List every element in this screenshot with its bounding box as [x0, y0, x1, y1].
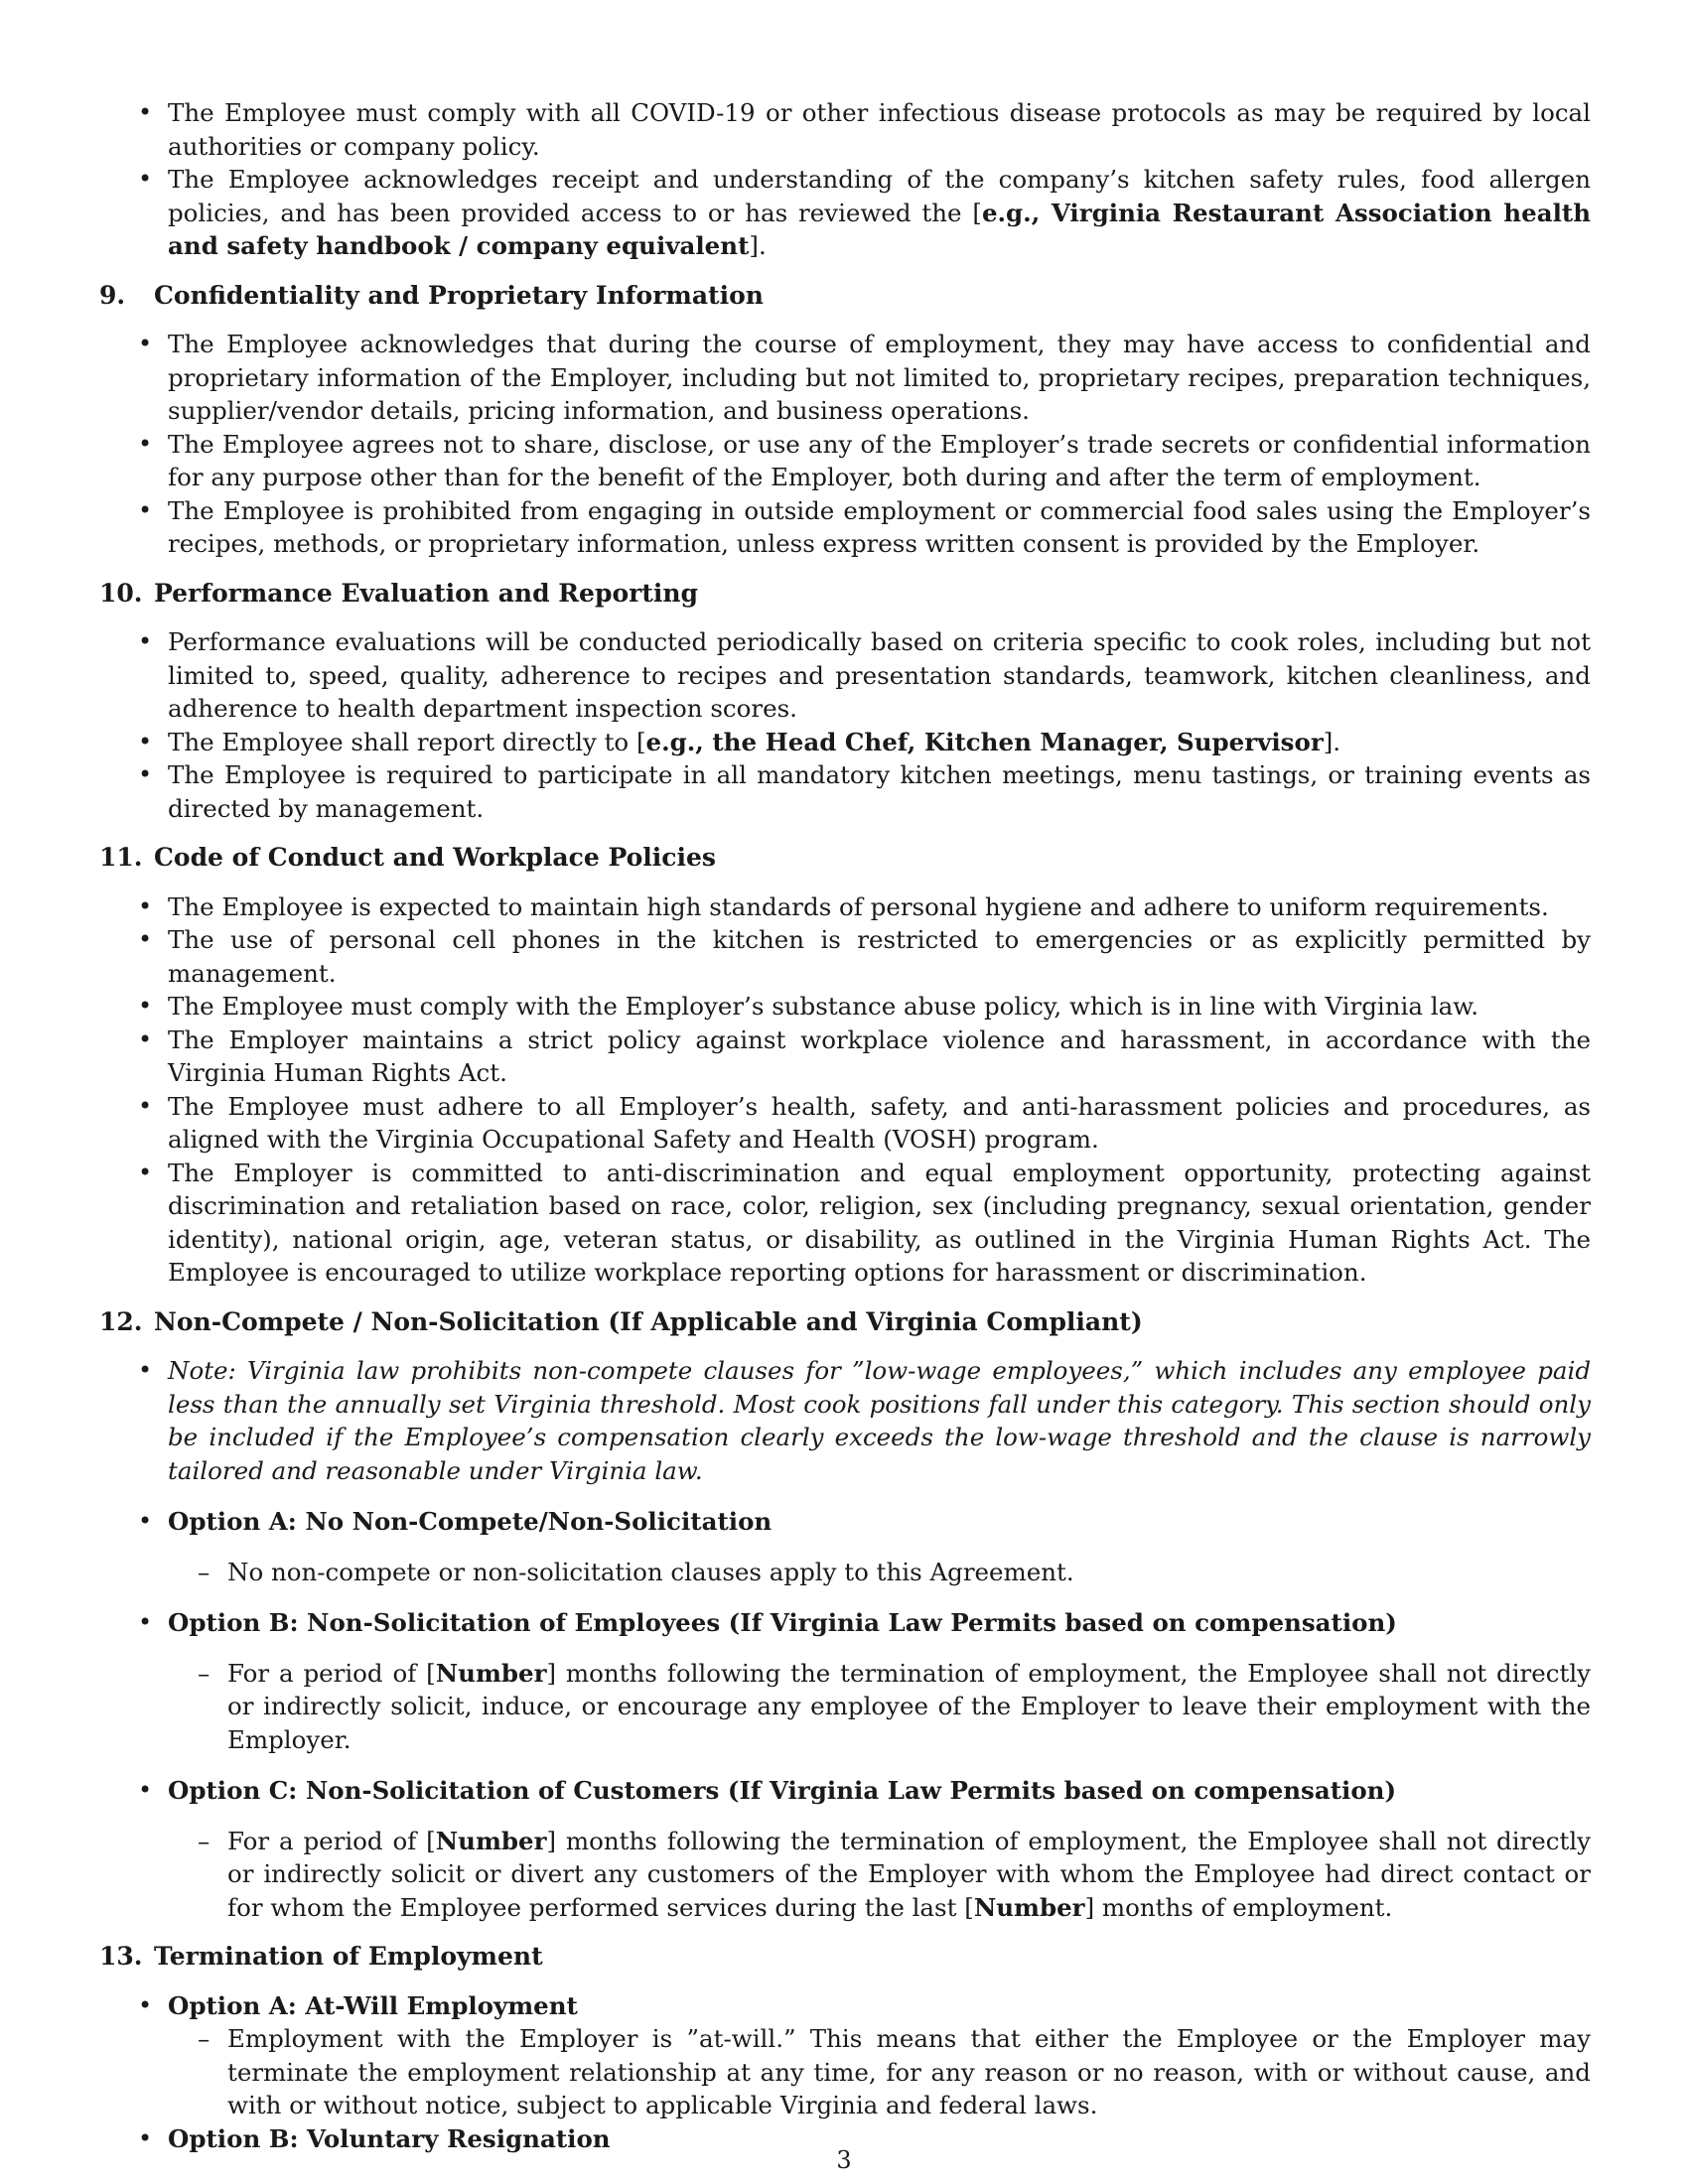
- option-title: • Option B: Non-Solicitation of Employees (If Virginia Law Permits based on compensation): [168, 1608, 1397, 1637]
- note-item: • Note: Virginia law prohibits non-compete clauses for ”low-wage employees,” which includes any employee paid less than the annually set Virginia threshold. Most cook positions fall under this category. This section should only be included if the Employee’s compensation clearly exceeds the low-wage threshold and the clause is narrowly tailored and reasonable under Virginia law.: [99, 1354, 1591, 1487]
- option-item: [99, 1606, 1591, 1756]
- option-sublist: [168, 1825, 1591, 1925]
- item-text: For a period of [: [227, 1658, 436, 1688]
- list-item: • The Employee is prohibited from engaging in outside employment or commercial food sales using the Employer’s recipes, methods, or proprietary information, unless express written consent is provided by the Employer.: [99, 494, 1591, 561]
- placeholder-text: e.g., the Head Chef, Kitchen Manager, Supervisor: [645, 727, 1324, 756]
- section-number: 13.: [99, 1942, 143, 1971]
- section-heading-12: [99, 1305, 1591, 1339]
- section-title: Non-Compete / Non-Solicitation (If Applicable and Virginia Compliant): [154, 1306, 1143, 1336]
- option-title: • Option B: Voluntary Resignation: [168, 2123, 611, 2153]
- section-13-list: [99, 1989, 1591, 2156]
- list-item: • The Employee is required to participate in all mandatory kitchen meetings, menu tastings, or training events as directed by management.: [99, 758, 1591, 825]
- section-title: Performance Evaluation and Reporting: [154, 578, 698, 608]
- list-item: • The Employee is expected to maintain high standards of personal hygiene and adhere to uniform requirements.: [99, 890, 1591, 924]
- option-item: [99, 1774, 1591, 1924]
- option-sublist: [168, 2022, 1591, 2122]
- list-item: • The Employee must adhere to all Employer’s health, safety, and anti-harassment policies and procedures, as aligned with the Virginia Occupational Safety and Health (VOSH) program.: [99, 1090, 1591, 1157]
- sub-item: [168, 1825, 1591, 1925]
- placeholder-text: Number: [435, 1826, 547, 1855]
- section-number: 10.: [99, 578, 143, 608]
- list-item: [99, 163, 1591, 263]
- section-12-list: [99, 1354, 1591, 1924]
- list-item: [99, 726, 1591, 759]
- section-heading-13: [99, 1940, 1591, 1974]
- section-heading-10: [99, 577, 1591, 611]
- list-item: • Performance evaluations will be conducted periodically based on criteria specific to cook roles, including but not limited to, speed, quality, adherence to recipes and presentation standards, teamwork, kitchen cleanliness, and adherence to health department inspection scores.: [99, 625, 1591, 726]
- intro-list: [99, 96, 1591, 263]
- section-heading-11: [99, 841, 1591, 875]
- section-number: 11.: [99, 843, 143, 872]
- item-text: The Employee shall report directly to [: [168, 727, 646, 756]
- option-sublist: [168, 1556, 1591, 1589]
- list-item: • The Employee agrees not to share, disclose, or use any of the Employer’s trade secrets or confidential information for any purpose other than for the benefit of the Employer, both during and after the term of employment.: [99, 428, 1591, 494]
- section-9-list: [99, 328, 1591, 561]
- section-number: 12.: [99, 1306, 143, 1336]
- list-item: • The Employer maintains a strict policy against workplace violence and harassment, in accordance with the Virginia Human Rights Act.: [99, 1024, 1591, 1090]
- section-title: Code of Conduct and Workplace Policies: [154, 843, 716, 872]
- list-item: • The Employee must comply with the Employer’s substance abuse policy, which is in line with Virginia law.: [99, 990, 1591, 1024]
- item-text: ] months following the termination of employment, the Employee shall not directly or indirectly solicit, induce, or encourage any employee of the Employer to leave their employment with the Employer.: [227, 1658, 1592, 1754]
- placeholder-text: Number: [973, 1892, 1085, 1922]
- option-item: [99, 1505, 1591, 1588]
- item-text: ] months following the termination of employment, the Employee shall not directly or indirectly solicit or divert any customers of the Employer with whom the Employee had direct contact or for whom the Employee performed services during the last [: [227, 1826, 1592, 1922]
- page-number: 3: [836, 2146, 852, 2174]
- sub-item: – No non-compete or non-solicitation clauses apply to this Agreement.: [168, 1556, 1591, 1589]
- section-number: 9.: [99, 280, 126, 310]
- option-title: • Option A: At-Will Employment: [168, 1990, 578, 2020]
- section-11-list: [99, 890, 1591, 1290]
- list-item: • The Employee acknowledges that during the course of employment, they may have access to confidential and proprietary information of the Employer, including but not limited to, proprietary recipes, preparation techniques, supplier/vendor details, pricing information, and business operations.: [99, 328, 1591, 428]
- item-text: ].: [1323, 727, 1341, 756]
- document-page: [99, 96, 1591, 2155]
- placeholder-text: e.g., Virginia Restaurant Association health and safety handbook / company equivalent: [168, 198, 1592, 260]
- item-text: ] months of employment.: [1084, 1892, 1393, 1922]
- option-title: • Option A: No Non-Compete/Non-Solicitation: [168, 1507, 773, 1536]
- section-10-list: [99, 625, 1591, 825]
- sub-item: [168, 1657, 1591, 1757]
- item-text: The Employee must comply with all COVID-19 or other infectious disease protocols as may be required by local authorities or company policy.: [168, 98, 1591, 161]
- item-text: ].: [749, 231, 767, 260]
- section-heading-9: [99, 279, 1591, 313]
- option-item: [99, 1989, 1591, 2122]
- item-text: For a period of [: [227, 1826, 436, 1855]
- section-title: Termination of Employment: [154, 1942, 543, 1971]
- list-item: • The Employer is committed to anti-discrimination and equal employment opportunity, protecting against discrimination and retaliation based on race, color, religion, sex (including pregnancy, sexual orientation, gender identity), national origin, age, veteran status, or disability, as outlined in the Virginia Human Rights Act. The Employee is encouraged to utilize workplace reporting options for harassment or discrimination.: [99, 1157, 1591, 1290]
- placeholder-text: Number: [435, 1658, 547, 1688]
- item-text: The Employee acknowledges receipt and understanding of the company’s kitchen safety rules, food allergen policies, and has been provided access to or has reviewed the [: [168, 165, 1591, 227]
- list-item: [99, 96, 1591, 163]
- option-title: • Option C: Non-Solicitation of Customers (If Virginia Law Permits based on compensation): [168, 1776, 1397, 1805]
- option-sublist: [168, 1657, 1591, 1757]
- list-item: • The use of personal cell phones in the kitchen is restricted to emergencies or as explicitly permitted by management.: [99, 923, 1591, 990]
- section-title: Confidentiality and Proprietary Information: [154, 280, 764, 310]
- sub-item: – Employment with the Employer is ”at-will.” This means that either the Employee or the Employer may terminate the employment relationship at any time, for any reason or no reason, with or without cause, and with or without notice, subject to applicable Virginia and federal laws.: [168, 2022, 1591, 2122]
